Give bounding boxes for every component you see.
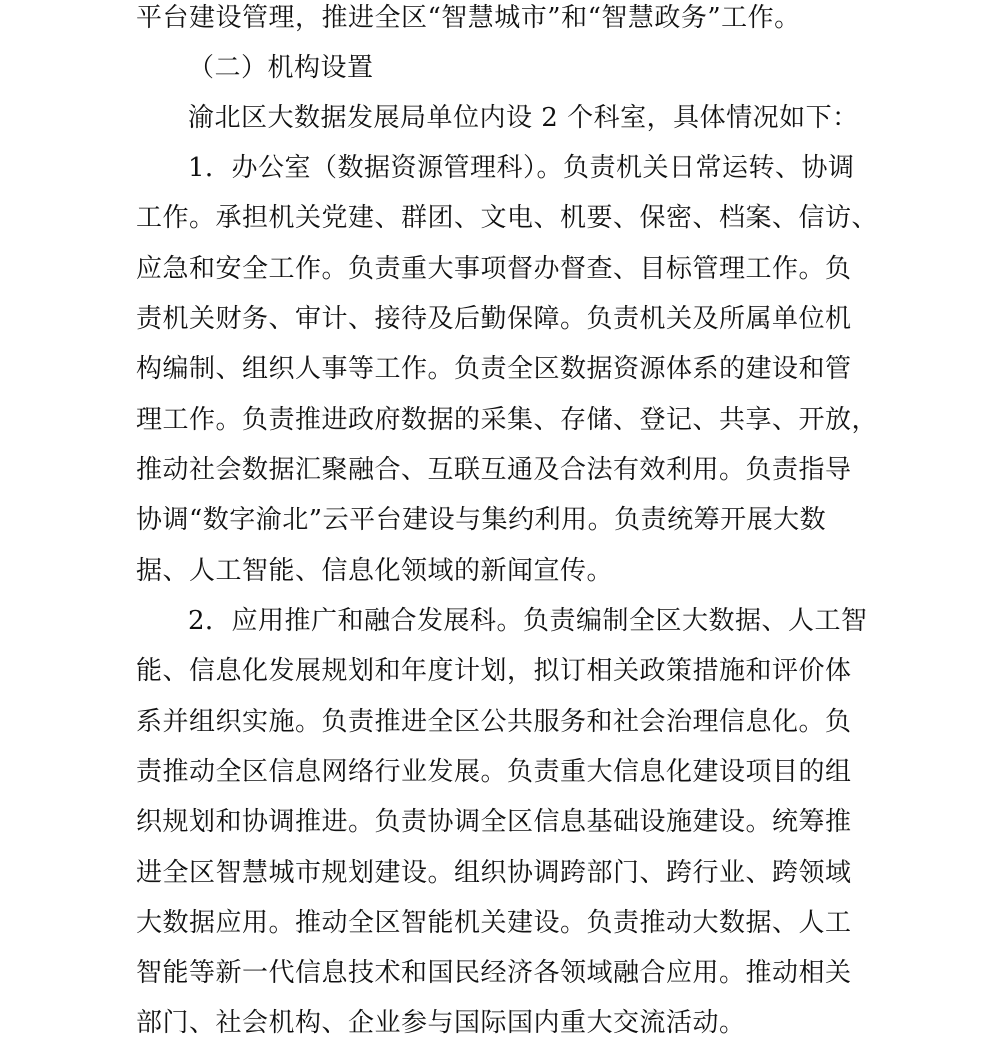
text-line-17: 织规划和协调推进。负责协调全区信息基础设施建设。统筹推 <box>136 807 852 837</box>
text-line-3: 渝北区大数据发展局单位内设 2 个科室，具体情况如下： <box>188 103 859 133</box>
text-line-7: 责机关财务、审计、接待及后勤保障。负责机关及所属单位机 <box>136 304 852 334</box>
paragraph-1-start: 1．办公室（数据资源管理科）。负责机关日常运转、协调 <box>188 153 855 183</box>
text-line-19: 大数据应用。推动全区智能机关建设。负责推动大数据、人工 <box>136 908 852 938</box>
text-line-6: 应急和安全工作。负责重大事项督办督查、目标管理工作。负 <box>136 254 852 284</box>
text-line-12: 据、人工智能、信息化领域的新闻宣传。 <box>136 556 614 586</box>
text-line-10: 推动社会数据汇聚融合、互联互通及合法有效利用。负责指导 <box>136 455 852 485</box>
text-line-21: 部门、社会机构、企业参与国际国内重大交流活动。 <box>136 1008 746 1038</box>
text-line-1: 平台建设管理，推进全区“智慧城市”和“智慧政务”工作。 <box>136 3 801 33</box>
text-line-18: 进全区智慧城市规划建设。组织协调跨部门、跨行业、跨领域 <box>136 858 852 888</box>
text-line-9: 理工作。负责推进政府数据的采集、存储、登记、共享、开放， <box>136 405 879 435</box>
text-line-14: 能、信息化发展规划和年度计划，拟订相关政策措施和评价体 <box>136 656 852 686</box>
section-heading: （二）机构设置 <box>188 53 374 83</box>
text-line-5: 工作。承担机关党建、群团、文电、机要、保密、档案、信访、 <box>136 203 879 233</box>
text-line-8: 构编制、组织人事等工作。负责全区数据资源体系的建设和管 <box>136 354 852 384</box>
text-line-20: 智能等新一代信息技术和国民经济各领域融合应用。推动相关 <box>136 958 852 988</box>
text-line-15: 系并组织实施。负责推进全区公共服务和社会治理信息化。负 <box>136 707 852 737</box>
text-line-16: 责推动全区信息网络行业发展。负责重大信息化建设项目的组 <box>136 757 852 787</box>
paragraph-2-start: 2．应用推广和融合发展科。负责编制全区大数据、人工智 <box>188 606 868 636</box>
text-line-11: 协调“数字渝北”云平台建设与集约利用。负责统筹开展大数 <box>136 505 827 535</box>
